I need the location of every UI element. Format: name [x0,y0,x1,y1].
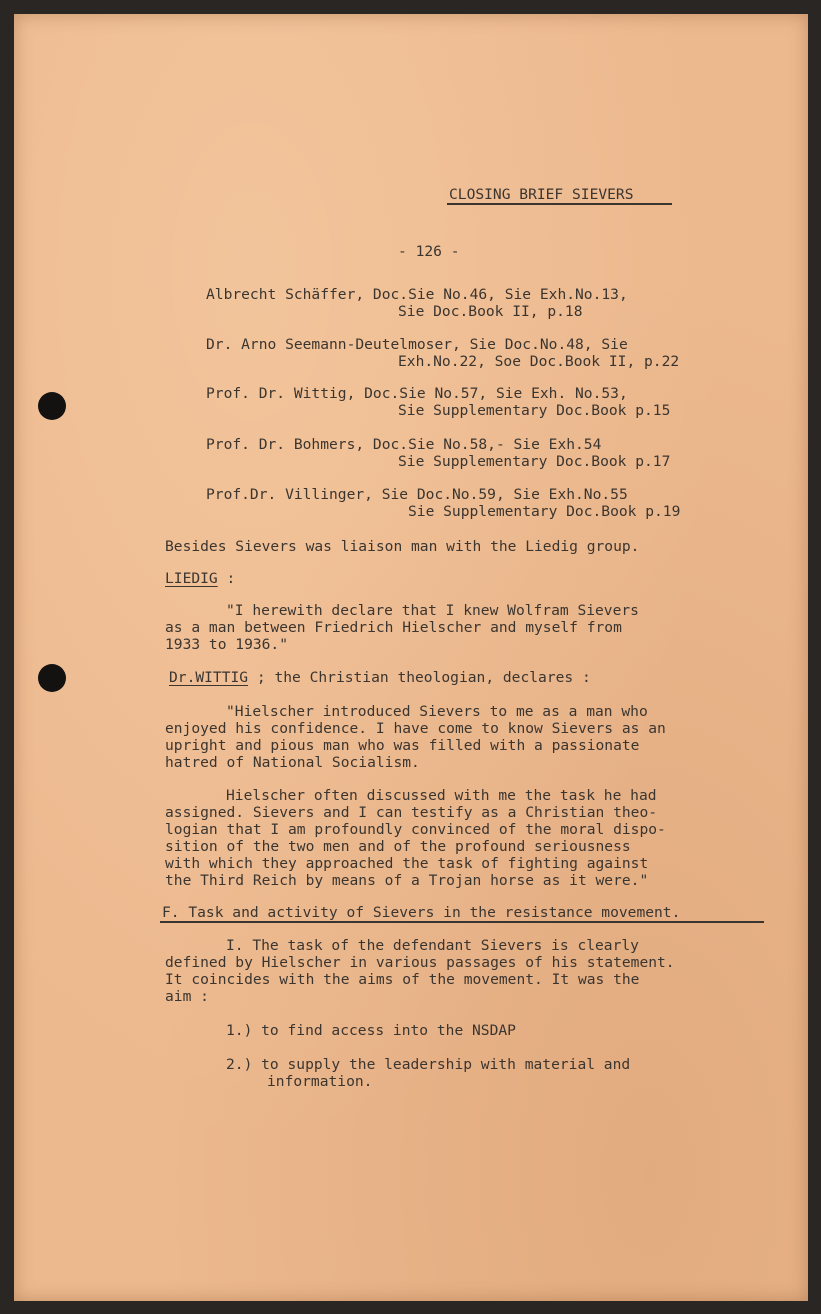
wittig-quote-line: Hielscher often discussed with me the task he had [226,787,657,804]
section-f-intro-line: aim : [165,988,209,1005]
list-item-2: 2.) to supply the leadership with material and [226,1056,631,1073]
document-page [14,14,808,1301]
liedig-quote-line: "I herewith declare that I knew Wolfram Sievers [226,602,639,619]
wittig-quote-line: enjoyed his confidence. I have come to know Sievers as an [165,720,666,737]
reference-line: Sie Supplementary Doc.Book p.15 [398,402,671,419]
wittig-quote-line: hatred of National Socialism. [165,754,420,771]
liaison-paragraph: Besides Sievers was liaison man with the Liedig group. [165,538,640,555]
title-underline [447,203,672,205]
liedig-quote-line: 1933 to 1936." [165,636,289,653]
wittig-quote-line: with which they approached the task of fighting against [165,855,649,872]
liedig-quote-line: as a man between Friedrich Hielscher and myself from [165,619,622,636]
section-f-heading: F. Task and activity of Sievers in the resistance movement. [162,904,681,921]
wittig-quote-line: logian that I am profoundly convinced of the moral dispo- [165,821,666,838]
wittig-quote-line: sition of the two men and of the profound seriousness [165,838,631,855]
liedig-heading: LIEDIG : [165,570,236,587]
wittig-quote-line: assigned. Sievers and I can testify as a Christian theo- [165,804,658,821]
section-f-intro-line: I. The task of the defendant Sievers is clearly [226,937,639,954]
wittig-quote-line: upright and pious man who was filled with a passionate [165,737,640,754]
reference-line: Sie Supplementary Doc.Book p.19 [408,503,681,520]
reference-line: Sie Doc.Book II, p.18 [398,303,583,320]
reference-line: Prof. Dr. Bohmers, Doc.Sie No.58,- Sie Exh.54 [206,436,602,453]
section-f-intro-line: It coincides with the aims of the movement. It was the [165,971,640,988]
reference-line: Sie Supplementary Doc.Book p.17 [398,453,671,470]
reference-line: Prof.Dr. Villinger, Sie Doc.No.59, Sie Exh.No.55 [206,486,628,503]
punch-hole-top [38,392,66,420]
wittig-quote-line: the Third Reich by means of a Trojan horse as it were." [165,872,649,889]
reference-line: Dr. Arno Seemann-Deutelmoser, Sie Doc.No.48, Sie [206,336,628,353]
list-item-2-continuation: information. [267,1073,373,1090]
page-number: - 126 - [398,243,460,260]
section-f-underline [160,921,764,923]
wittig-heading: Dr.WITTIG ; the Christian theologian, declares : [169,669,591,686]
punch-hole-bottom [38,664,66,692]
reference-line: Prof. Dr. Wittig, Doc.Sie No.57, Sie Exh. No.53, [206,385,628,402]
wittig-quote-line: "Hielscher introduced Sievers to me as a man who [226,703,648,720]
section-f-intro-line: defined by Hielscher in various passages of his statement. [165,954,675,971]
reference-line: Albrecht Schäffer, Doc.Sie No.46, Sie Exh.No.13, [206,286,628,303]
list-item-1: 1.) to find access into the NSDAP [226,1022,516,1039]
reference-line: Exh.No.22, Soe Doc.Book II, p.22 [398,353,680,370]
document-title: CLOSING BRIEF SIEVERS [449,186,634,203]
